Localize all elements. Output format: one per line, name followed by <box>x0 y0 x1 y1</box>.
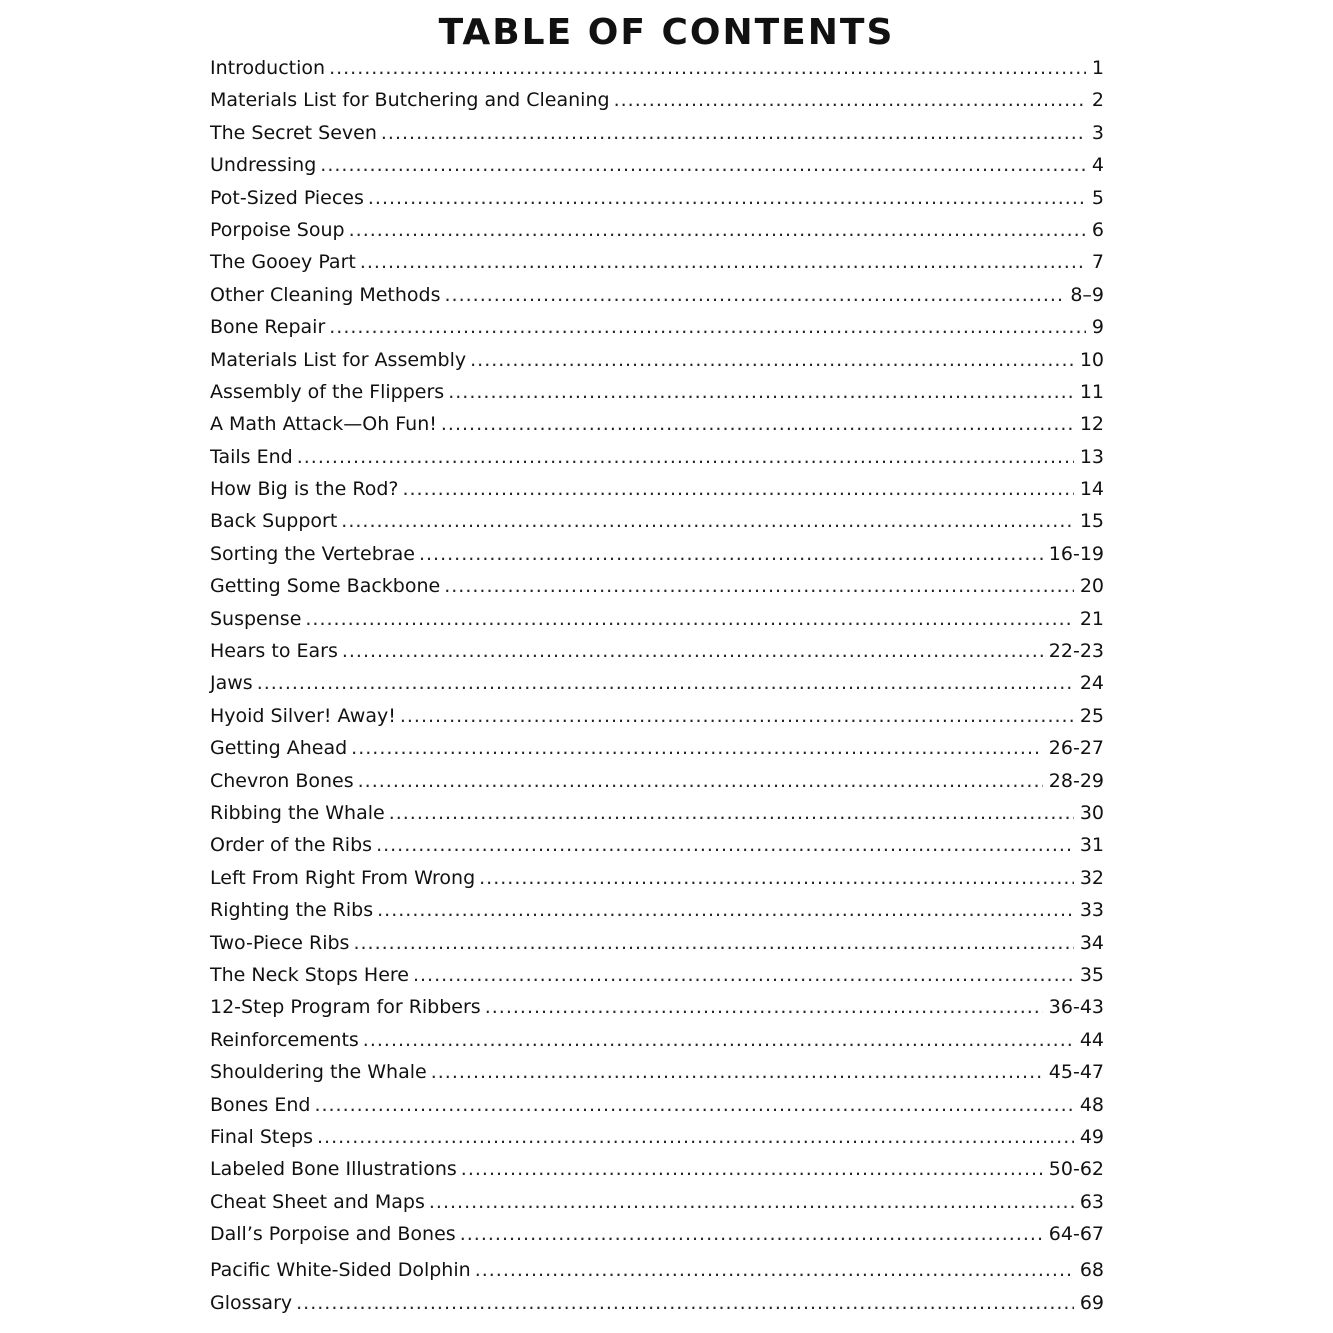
toc-entry-title: Back Support <box>210 510 338 533</box>
toc-entry-title: Shouldering the Whale <box>210 1061 427 1084</box>
dot-leader <box>377 894 1074 926</box>
toc-entry-page: 32 <box>1079 866 1104 889</box>
toc-entry-title: Bones End <box>210 1093 311 1116</box>
toc-entry-page: 64-67 <box>1048 1223 1104 1246</box>
toc-entry-page: 20 <box>1079 575 1104 598</box>
toc-entry <box>210 603 1104 635</box>
toc-entry-page: 24 <box>1079 672 1104 695</box>
toc-entry-page: 10 <box>1079 348 1104 371</box>
toc-entry-page: 33 <box>1079 899 1104 922</box>
dot-leader <box>400 700 1074 732</box>
toc-entry-page: 12 <box>1079 413 1104 436</box>
toc-entry <box>210 667 1104 699</box>
dot-leader <box>419 538 1043 570</box>
toc-entry <box>210 408 1104 440</box>
toc-entry-page: 44 <box>1079 1028 1104 1051</box>
toc-entry-title: How Big is the Rod? <box>210 478 399 501</box>
toc-entry <box>210 732 1104 764</box>
dot-leader <box>444 570 1074 602</box>
toc-entry <box>210 1121 1104 1153</box>
toc-entry <box>210 117 1104 149</box>
toc-entry <box>210 214 1104 246</box>
dot-leader <box>317 1121 1074 1153</box>
toc-entry-title: Hyoid Silver! Away! <box>210 704 396 727</box>
toc-entry-page: 26-27 <box>1048 737 1104 760</box>
dot-leader <box>351 732 1043 764</box>
toc-entry-title: Order of the Ribs <box>210 834 373 857</box>
dot-leader <box>461 1153 1043 1185</box>
toc-entry-title: Hears to Ears <box>210 640 338 663</box>
toc-entry-title: Dall’s Porpoise and Bones <box>210 1223 456 1246</box>
toc-entry-page: 45-47 <box>1048 1061 1104 1084</box>
dot-leader <box>360 246 1086 278</box>
toc-entry-title: Two-Piece Ribs <box>210 931 350 954</box>
toc-entry-title: Tails End <box>210 445 293 468</box>
toc-entry-page: 22-23 <box>1048 640 1104 663</box>
toc-entry-page: 16-19 <box>1048 542 1104 565</box>
toc-entry <box>210 1287 1104 1319</box>
toc-entry <box>210 52 1104 84</box>
toc-entry-page: 68 <box>1079 1259 1104 1282</box>
dot-leader <box>353 927 1073 959</box>
dot-leader <box>389 797 1074 829</box>
dot-leader <box>441 408 1074 440</box>
dot-leader <box>475 1254 1074 1286</box>
toc-entry-page: 8–9 <box>1070 283 1104 306</box>
dot-leader <box>413 959 1074 991</box>
toc-entry-title: Introduction <box>210 57 326 79</box>
dot-leader <box>429 1186 1074 1218</box>
dot-leader <box>479 862 1074 894</box>
toc-entry <box>210 959 1104 991</box>
toc-entry-page: 36-43 <box>1048 996 1104 1019</box>
dot-leader <box>296 1287 1074 1319</box>
toc-entry-title: Getting Some Backbone <box>210 575 441 598</box>
dot-leader <box>297 441 1074 473</box>
toc-entry-page: 28-29 <box>1048 769 1104 792</box>
toc-entry-title: Porpoise Soup <box>210 218 345 241</box>
toc-entry <box>210 797 1104 829</box>
toc-entry-page: 2 <box>1091 89 1104 112</box>
toc-entry <box>210 538 1104 570</box>
toc-entry-title: Chevron Bones <box>210 769 354 792</box>
dot-leader <box>257 667 1074 699</box>
dot-leader <box>320 149 1086 181</box>
toc-entry <box>210 246 1104 278</box>
dot-leader <box>305 603 1073 635</box>
toc-entry-page: 1 <box>1091 57 1104 79</box>
toc-entry-title: Assembly of the Flippers <box>210 380 445 403</box>
toc-entry-page: 7 <box>1091 251 1104 274</box>
dot-leader <box>381 117 1086 149</box>
toc-entry-page: 25 <box>1079 704 1104 727</box>
dot-leader <box>349 214 1086 246</box>
toc-entry <box>210 1089 1104 1121</box>
toc-entry-title: Labeled Bone Illustrations <box>210 1158 457 1181</box>
toc-entry <box>210 700 1104 732</box>
toc-entry <box>210 344 1104 376</box>
toc-entry <box>210 927 1104 959</box>
toc-entry-title: Pacific White-Sided Dolphin <box>210 1259 471 1282</box>
toc-entry-title: Cheat Sheet and Maps <box>210 1190 425 1213</box>
toc-entry-title: Jaws <box>210 672 253 695</box>
toc-entry-page: 34 <box>1079 931 1104 954</box>
toc-entry <box>210 635 1104 667</box>
toc-entry-page: 3 <box>1091 121 1104 144</box>
toc-entry <box>210 765 1104 797</box>
toc-entry-title: A Math Attack—Oh Fun! <box>210 413 437 436</box>
dot-leader <box>376 829 1074 861</box>
toc-entry <box>210 1218 1104 1250</box>
toc-entry <box>210 84 1104 116</box>
toc-entry <box>210 894 1104 926</box>
dot-leader <box>448 376 1074 408</box>
dot-leader <box>341 505 1074 537</box>
toc-entry-title: Righting the Ribs <box>210 899 374 922</box>
dot-leader <box>485 991 1043 1023</box>
toc-entry-page: 48 <box>1079 1093 1104 1116</box>
dot-leader <box>470 344 1074 376</box>
dot-leader <box>460 1218 1043 1250</box>
toc-entry-page: 14 <box>1079 478 1104 501</box>
toc-entry <box>210 376 1104 408</box>
toc-entry-title: Reinforcements <box>210 1028 359 1051</box>
dot-leader <box>342 635 1043 667</box>
toc-entry-page: 50-62 <box>1048 1158 1104 1181</box>
page-title: TABLE OF CONTENTS <box>438 12 895 53</box>
toc-entry <box>210 279 1104 311</box>
toc-entry-page: 13 <box>1079 445 1104 468</box>
toc-entry-title: The Gooey Part <box>210 251 356 274</box>
dot-leader <box>363 1024 1074 1056</box>
toc-entry-title: The Neck Stops Here <box>210 963 409 986</box>
toc-entry-title: The Secret Seven <box>210 121 377 144</box>
dot-leader <box>329 311 1086 343</box>
toc-entry-title: Getting Ahead <box>210 737 348 760</box>
dot-leader <box>614 84 1086 116</box>
toc-entry-title: Suspense <box>210 607 302 630</box>
toc-entry-page: 49 <box>1079 1125 1104 1148</box>
toc-entry <box>210 441 1104 473</box>
toc-entry-page: 9 <box>1091 316 1104 339</box>
toc-entry <box>210 1056 1104 1088</box>
toc-entry-page: 35 <box>1079 963 1104 986</box>
toc-entry-title: Materials List for Assembly <box>210 348 467 371</box>
toc-entry-title: Ribbing the Whale <box>210 801 385 824</box>
toc-entry-title: 12-Step Program for Ribbers <box>210 996 481 1019</box>
toc-entry-title: Undressing <box>210 154 317 177</box>
dot-leader <box>329 52 1086 84</box>
toc-entry-title: Glossary <box>210 1291 293 1314</box>
dot-leader <box>368 182 1086 214</box>
toc-entry-page: 5 <box>1091 186 1104 209</box>
toc-entry <box>210 473 1104 505</box>
dot-leader <box>431 1056 1043 1088</box>
toc-entry-page: 30 <box>1079 801 1104 824</box>
dot-leader <box>445 279 1065 311</box>
toc-entry <box>210 505 1104 537</box>
toc-entry-title: Other Cleaning Methods <box>210 283 441 306</box>
toc-entry-page: 6 <box>1091 218 1104 241</box>
toc-entry <box>210 149 1104 181</box>
table-of-contents <box>210 52 1104 1319</box>
toc-entry-page: 63 <box>1079 1190 1104 1213</box>
dot-leader <box>402 473 1073 505</box>
toc-entry-title: Bone Repair <box>210 316 326 339</box>
toc-entry-page: 31 <box>1079 834 1104 857</box>
toc-entry <box>210 829 1104 861</box>
dot-leader <box>358 765 1043 797</box>
toc-entry-page: 15 <box>1079 510 1104 533</box>
toc-entry <box>210 182 1104 214</box>
toc-entry-title: Left From Right From Wrong <box>210 866 476 889</box>
toc-entry <box>210 1024 1104 1056</box>
toc-entry-title: Materials List for Butchering and Cleaning <box>210 89 610 112</box>
toc-entry <box>210 1186 1104 1218</box>
toc-entry <box>210 311 1104 343</box>
toc-entry-page: 4 <box>1091 154 1104 177</box>
toc-entry <box>210 1153 1104 1185</box>
toc-entry-title: Final Steps <box>210 1125 313 1148</box>
toc-entry-page: 11 <box>1079 380 1104 403</box>
dot-leader <box>314 1089 1073 1121</box>
toc-entry <box>210 1254 1104 1286</box>
toc-entry-title: Pot-Sized Pieces <box>210 186 364 209</box>
toc-entry-title: Sorting the Vertebrae <box>210 542 415 565</box>
toc-entry <box>210 570 1104 602</box>
toc-entry <box>210 991 1104 1023</box>
toc-entry-page: 21 <box>1079 607 1104 630</box>
toc-entry-page: 69 <box>1079 1291 1104 1314</box>
toc-entry <box>210 862 1104 894</box>
